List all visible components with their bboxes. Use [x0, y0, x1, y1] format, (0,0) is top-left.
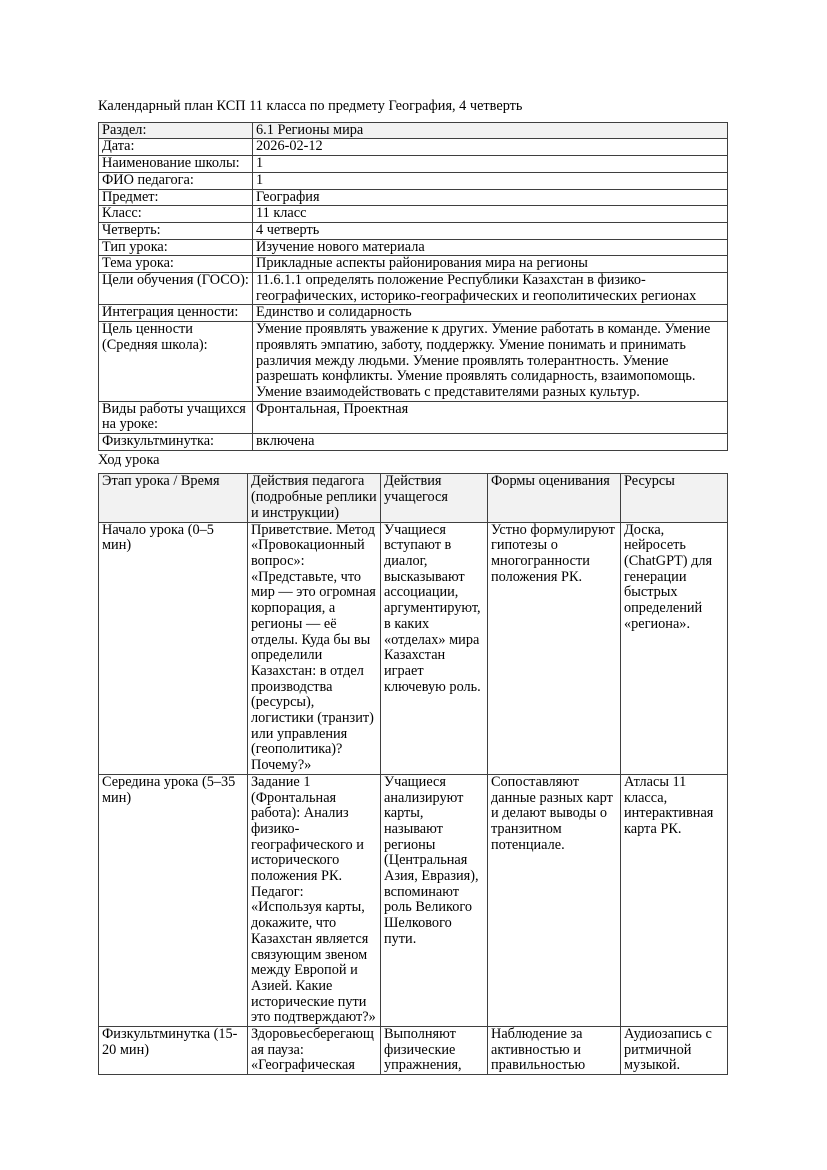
info-row-label: Тема урока: [99, 256, 253, 273]
table-row [99, 305, 728, 322]
clipped-text: Наблюдение за активностью и правильностью [491, 1027, 586, 1074]
table-row [99, 434, 728, 451]
stage-cell: Середина урока (5–35 мин) [99, 774, 248, 1026]
info-row-value: 6.1 Регионы мира [253, 122, 728, 139]
info-row-label: Интеграция ценности: [99, 305, 253, 322]
column-header-assessment: Формы оценивания [488, 474, 621, 522]
info-row-value: 11.6.1.1 определять положение Республики Казахстан в физико-географических, историко-географических и геополитических регионах [253, 273, 728, 305]
teacher-actions-cell: Приветствие. Метод «Провокационный вопрос»: «Представьте, что мир — это огромная корпорация, а регионы — её отделы. Куда бы вы определили Казахстан: в отдел производства (ресурсы), логистики (транзит) или управления (геополитика)? Почему?» [248, 522, 381, 774]
table-row [99, 139, 728, 156]
info-row-value: 4 четверть [253, 222, 728, 239]
info-row-value: Единство и солидарность [253, 305, 728, 322]
header-row [99, 474, 728, 522]
info-row-value: Прикладные аспекты районирования мира на регионы [253, 256, 728, 273]
table-row-clipped-by-page-break [99, 1027, 728, 1075]
column-header-stage: Этап урока / Время [99, 474, 248, 522]
table-row [99, 273, 728, 305]
table-row [99, 222, 728, 239]
column-header-teacher-actions: Действия педагога (подробные реплики и инструкции) [248, 474, 381, 522]
table-row [99, 206, 728, 223]
stage-cell [99, 1027, 248, 1075]
teacher-actions-cell [248, 1027, 381, 1075]
clipped-text: Выполняют физические упражнения, [384, 1027, 462, 1074]
assessment-cell [488, 1027, 621, 1075]
table-row [99, 322, 728, 402]
student-actions-cell: Учащиеся анализируют карты, называют регионы (Центральная Азия, Евразия), вспоминают роль Великого Шелкового пути. [381, 774, 488, 1026]
info-row-value: Умение проявлять уважение к других. Умение работать в команде. Умение проявлять эмпатию, заботу, поддержку. Умение понимать и принимать различия между людьми. Умение проявлять толерантность. Умение разрешать конфликты. Умение проявлять солидарность, взаимопомощь. Умение взаимодействовать с представителями разных культур. [253, 322, 728, 402]
resources-cell [621, 1027, 728, 1075]
assessment-cell: Устно формулируют гипотезы о многогранности положения РК. [488, 522, 621, 774]
assessment-cell: Сопоставляют данные разных карт и делают выводы о транзитном потенциале. [488, 774, 621, 1026]
table-row [99, 522, 728, 774]
column-header-student-actions: Действия учащегося [381, 474, 488, 522]
teacher-actions-cell: Задание 1 (Фронтальная работа): Анализ физико-географического и исторического положения РК. Педагог: «Используя карты, докажите, что Казахстан является связующим звеном между Европой и Азией. Какие исторические пути это подтверждают?» [248, 774, 381, 1026]
table-row [99, 774, 728, 1026]
info-row-label: Цели обучения (ГОСО): [99, 273, 253, 305]
resources-cell: Доска, нейросеть (ChatGPT) для генерации быстрых определений «региона». [621, 522, 728, 774]
info-row-label: ФИО педагога: [99, 172, 253, 189]
info-row-label: Цель ценности (Средняя школа): [99, 322, 253, 402]
info-row-value: География [253, 189, 728, 206]
info-row-label: Четверть: [99, 222, 253, 239]
table-row [99, 156, 728, 173]
stage-cell: Начало урока (0–5 мин) [99, 522, 248, 774]
info-row-label: Дата: [99, 139, 253, 156]
table-row [99, 172, 728, 189]
info-row-label: Класс: [99, 206, 253, 223]
info-row-label: Виды работы учащихся на уроке: [99, 401, 253, 433]
section-heading: Ход урока [98, 451, 160, 468]
table-row [99, 239, 728, 256]
page-content [98, 99, 729, 1075]
clipped-text: Физкультминутка (15-20 мин) [102, 1027, 238, 1058]
info-row-value: Фронтальная, Проектная [253, 401, 728, 433]
info-row-value: 1 [253, 156, 728, 173]
info-row-value: включена [253, 434, 728, 451]
info-row-value: 2026-02-12 [253, 139, 728, 156]
table-row [99, 256, 728, 273]
resources-cell: Атласы 11 класса, интерактивная карта РК. [621, 774, 728, 1026]
info-row-value: Изучение нового материала [253, 239, 728, 256]
table-row [99, 401, 728, 433]
table-row [99, 122, 728, 139]
lesson-flow-table [98, 473, 728, 1075]
document-title: Календарный план КСП 11 класса по предмету География, 4 четверть [98, 98, 523, 114]
info-row-label: Предмет: [99, 189, 253, 206]
info-row-label: Раздел: [99, 122, 253, 139]
info-row-label: Физкультминутка: [99, 434, 253, 451]
clipped-text: Аудиозапись с ритмичной музыкой. [624, 1027, 712, 1074]
student-actions-cell: Учащиеся вступают в диалог, высказывают ассоциации, аргументируют, в каких «отделах» мира Казахстан играет ключевую роль. [381, 522, 488, 774]
column-header-resources: Ресурсы [621, 474, 728, 522]
info-row-value: 11 класс [253, 206, 728, 223]
lesson-info-table [98, 122, 728, 451]
table-row [99, 189, 728, 206]
info-row-label: Наименование школы: [99, 156, 253, 173]
info-row-value: 1 [253, 172, 728, 189]
student-actions-cell [381, 1027, 488, 1075]
info-row-label: Тип урока: [99, 239, 253, 256]
clipped-text: Здоровьесберегающая пауза: «Географическая [251, 1027, 374, 1074]
